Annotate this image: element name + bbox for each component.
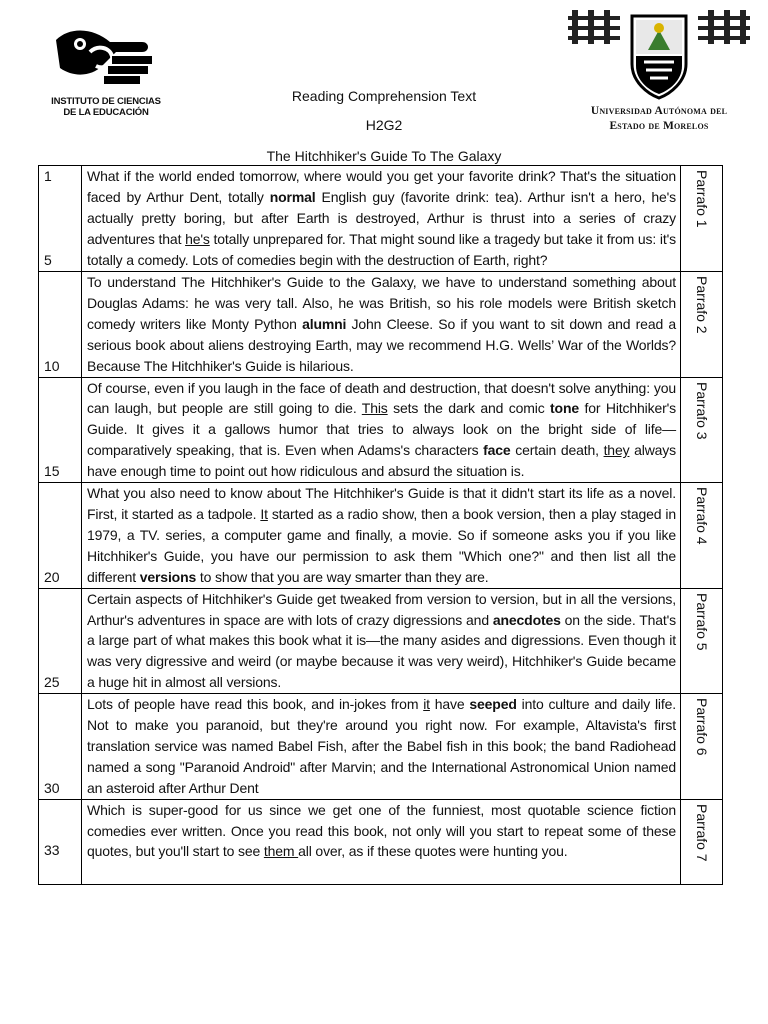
underlined-reference: It — [260, 505, 268, 522]
text-run: for Hitchhiker's Guide. It gives it a gallows humor that tries to always look on the bright side of life—comparatively speaking, that is. Even when Adams's characters — [87, 400, 676, 459]
paragraph-row — [39, 588, 723, 694]
text-run: Lots of people have read this book, and in-jokes from — [87, 696, 424, 713]
text-run: to show that you are way smarter than they are. — [196, 568, 489, 585]
underlined-reference: it — [423, 696, 430, 713]
paragraph-text — [82, 588, 681, 694]
paragraph-label: Parrafo 4 — [693, 487, 710, 545]
line-number-mid: 33 — [44, 841, 60, 858]
paragraph-row — [39, 272, 723, 378]
underlined-reference: This — [361, 400, 388, 417]
text-run: Of course, even if you laugh in the face of death and destruction, that doesn't solve anything: you can laugh, but people are still going to die. — [87, 379, 676, 417]
paragraph-text — [82, 483, 681, 589]
text-run: have — [429, 696, 470, 713]
paragraph-label: Parrafo 1 — [693, 170, 710, 228]
paragraph-row — [39, 166, 723, 272]
paragraph-text — [82, 799, 681, 884]
text-run: To understand The Hitchhiker's Guide to the Galaxy, we have to understand something about Douglas Adams: he was very tall. Also, he was British, so his role models were British sketch comedy writers like Monty Python — [87, 274, 676, 332]
bold-vocab-word: tone — [550, 400, 579, 417]
text-run: John Cleese. So if you want to sit down and read a serious book about aliens destroying Earth, may we recommend H.G. Wells’ War of the Worlds? Because The Hitchhiker's Guide is hilarious. — [87, 315, 676, 374]
line-number-cell — [39, 483, 82, 589]
paragraph-label: Parrafo 2 — [693, 276, 710, 334]
underlined-reference: them — [263, 843, 299, 860]
text-run: Certain aspects of Hitchhiker's Guide get tweaked from version to version, but in all the versions, Arthur's adventures in space are with lots of crazy digressions and — [87, 590, 676, 628]
text-run: certain death, — [510, 442, 604, 459]
reading-table — [38, 165, 723, 885]
bold-vocab-word: face — [483, 442, 511, 459]
paragraph-label-cell — [681, 377, 723, 483]
bold-vocab-word: alumni — [302, 315, 347, 332]
logo-caption-line1: INSTITUTO DE CIENCIAS — [51, 96, 161, 107]
bold-vocab-word: seeped — [469, 696, 517, 713]
text-run: sets the dark and comic — [387, 400, 551, 417]
bold-vocab-word: versions — [139, 568, 197, 585]
ice-emblem-icon — [50, 22, 162, 92]
ice-logo — [42, 22, 170, 122]
line-number-end: 10 — [44, 357, 60, 374]
line-number-end: 25 — [44, 674, 60, 691]
bold-vocab-word: normal — [269, 188, 316, 205]
paragraph-label: Parrafo 6 — [693, 698, 710, 756]
paragraph-row — [39, 799, 723, 884]
text-run: into culture and daily life. Not to make you paranoid, but they're around you right now. For example, Altavista's first translation service was named Babel Fish, after the Babel fish in this book; the band Radiohead named a song "Paranoid Android" after Marvin; and the International Astronomical Union named an asteroid after Arthur Dent — [87, 696, 676, 796]
paragraph-label-cell — [681, 166, 723, 272]
uaem-logo — [560, 10, 758, 134]
line-number-end: 20 — [44, 568, 60, 585]
line-number-cell — [39, 694, 82, 800]
paragraph-label: Parrafo 7 — [693, 803, 710, 862]
line-number-end: 30 — [44, 779, 60, 796]
document-title: The Hitchhiker's Guide To The Galaxy — [266, 148, 502, 164]
text-run: totally unprepared for. That might sound like a tragedy but take it from us: it's totally a comedy. Lots of comedies begin with the destruction of Earth, right? — [87, 230, 676, 268]
paragraph-text — [82, 694, 681, 800]
paragraph-label-cell — [681, 588, 723, 694]
line-number-cell — [39, 166, 82, 272]
line-number-start: 1 — [44, 168, 52, 184]
paragraph-label-cell — [681, 799, 723, 884]
university-name-line2: Estado de Morelos — [609, 120, 709, 132]
paragraph-label: Parrafo 5 — [693, 592, 710, 651]
text-run: always have enough time to point out how ridiculous and absurd the situation is. — [87, 442, 676, 480]
paragraph-label-cell — [681, 483, 723, 589]
document-code: H2G2 — [365, 117, 403, 133]
document-type: Reading Comprehension Text — [291, 88, 477, 104]
text-run: English guy (favorite drink: tea). Arthur isn't a hero, he's actually pretty boring, but after Earth is destroyed, Arthur is thrust into a series of crazy adventures that — [87, 188, 676, 247]
text-run: on the side. That's a large part of what makes this book what it is—the many asides and digressions. Even though it was very digressive and weird (or maybe because it was very weird), Hitchhiker's Guide became a huge hit in almost all versions. — [87, 611, 676, 691]
line-number-cell — [39, 588, 82, 694]
paragraph-label-cell — [681, 694, 723, 800]
paragraph-text — [82, 166, 681, 272]
paragraph-label-cell — [681, 272, 723, 378]
paragraph-row — [39, 377, 723, 483]
paragraph-row — [39, 694, 723, 800]
paragraph-text — [82, 272, 681, 378]
university-crest-icon — [564, 10, 754, 102]
bold-vocab-word: anecdotes — [492, 611, 561, 628]
logo-caption-line2: DE LA EDUCACIÓN — [63, 107, 149, 118]
text-run: all over, as if these quotes were hunting you. — [298, 843, 568, 860]
underlined-reference: he's — [185, 230, 210, 247]
text-run: What you also need to know about The Hitchhiker's Guide is that it didn't start its life as a novel. First, it started as a tadpole. — [87, 485, 676, 522]
paragraph-text — [82, 377, 681, 483]
line-number-cell — [39, 272, 82, 378]
underlined-reference: they — [603, 442, 630, 459]
line-number-cell — [39, 799, 82, 884]
text-run: started as a radio show, then a book version, then a play staged in 1979, a TV. series, a computer game and finally, a movie. So if someone asks you if you like Hitchhiker's Guide, you have our permission to ask them "Which one?" and then list all the different — [87, 505, 676, 585]
paragraph-label: Parrafo 3 — [693, 381, 710, 440]
text-run: What if the world ended tomorrow, where would you get your favorite drink? That's the situation faced by Arthur Dent, totally — [87, 168, 676, 205]
line-number-end: 15 — [44, 463, 60, 480]
line-number-cell — [39, 377, 82, 483]
paragraph-row — [39, 483, 723, 589]
university-name-line1: Universidad Autónoma del — [590, 105, 728, 117]
line-number-end: 5 — [44, 252, 52, 268]
text-run: Which is super-good for us since we get one of the funniest, most quotable science fiction comedies ever written. Once you read this book, not only will you start to repeat some of these quotes, but you'll start to see — [87, 801, 676, 860]
